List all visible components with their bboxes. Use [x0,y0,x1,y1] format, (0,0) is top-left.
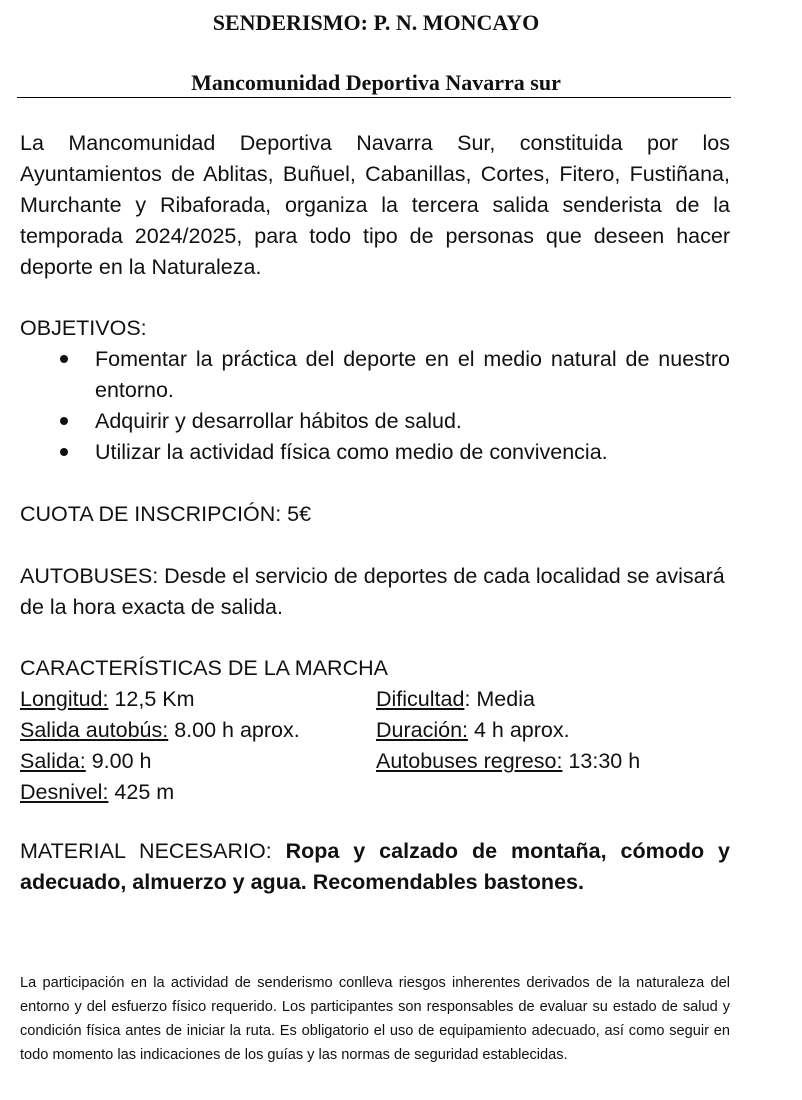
characteristics-row [20,777,732,808]
objectives-list [20,344,730,468]
material-label: MATERIAL NECESARIO: [20,839,286,863]
characteristics-row [20,715,732,746]
characteristic-value: 425 m [108,780,175,804]
objectives-heading: OBJETIVOS: [20,316,147,340]
characteristic-label: Salida: [20,749,86,773]
material-value: Ropa y calzado de montaña, cómodo y adecuado, almuerzo y agua. Recomendables bastones. [20,839,730,894]
objective-text: Fomentar la práctica del deporte en el medio natural de nuestro entorno. [95,347,730,402]
characteristic-value: 9.00 h [85,749,152,773]
characteristic-length [20,684,376,715]
bullet-icon [60,355,68,363]
characteristics-grid [20,684,732,808]
characteristic-label: Salida autobús: [20,718,169,742]
characteristic-label: Autobuses regreso: [376,749,563,773]
bullet-icon [60,448,68,456]
characteristic-elevation [20,777,389,808]
characteristic-value: 4 h aprox. [468,718,570,742]
characteristic-difficulty [376,684,732,715]
characteristic-label: Desnivel: [20,780,109,804]
characteristic-label: Longitud: [20,687,109,711]
document-subtitle: Mancomunidad Deportiva Navarra sur [191,70,561,95]
list-item [20,437,730,468]
characteristic-value: 8.00 h aprox. [168,718,300,742]
characteristic-label: Duración: [376,718,469,742]
document-title: SENDERISMO: P. N. MONCAYO [212,10,540,35]
objective-text: Utilizar la actividad física como medio de convivencia. [95,440,608,464]
buses-info: AUTOBUSES: Desde el servicio de deportes de cada localidad se avisará de la hora exacta de salida. [20,564,725,619]
characteristic-value: : Media [464,687,535,711]
characteristic-value: 12,5 Km [108,687,195,711]
characteristic-start [20,746,376,777]
header-divider [17,97,731,98]
characteristic-bus-departure [20,715,376,746]
registration-fee: CUOTA DE INSCRIPCIÓN: 5€ [20,502,312,526]
characteristics-row [20,746,732,777]
characteristic-duration [376,715,732,746]
list-item [20,406,730,437]
list-item [20,344,730,406]
required-material [20,836,730,898]
disclaimer-text: La participación en la actividad de senderismo conlleva riesgos inherentes derivados de la naturaleza del entorno y del esfuerzo físico requerido. Los participantes son responsables de evaluar su estado de salud y condición física antes de iniciar la ruta. Es obligatorio el uso de equipamiento adecuado, así como seguir en todo momento las indicaciones de los guías y las normas de seguridad establecidas. [20,975,730,1063]
characteristic-return-buses [376,746,732,777]
characteristic-label: Dificultad [376,687,465,711]
characteristics-row [20,684,732,715]
intro-paragraph: La Mancomunidad Deportiva Navarra Sur, constituida por los Ayuntamientos de Ablitas, Buñuel, Cabanillas, Cortes, Fitero, Fustiñana, Murchante y Ribaforada, organiza la tercera salida senderista de la temporada 2024/2025, para todo tipo de personas que deseen hacer deporte en la Naturaleza. [20,131,730,279]
characteristics-heading: CARACTERÍSTICAS DE LA MARCHA [20,656,388,680]
bullet-icon [60,417,68,425]
objective-text: Adquirir y desarrollar hábitos de salud. [95,409,462,433]
characteristic-value: 13:30 h [562,749,641,773]
